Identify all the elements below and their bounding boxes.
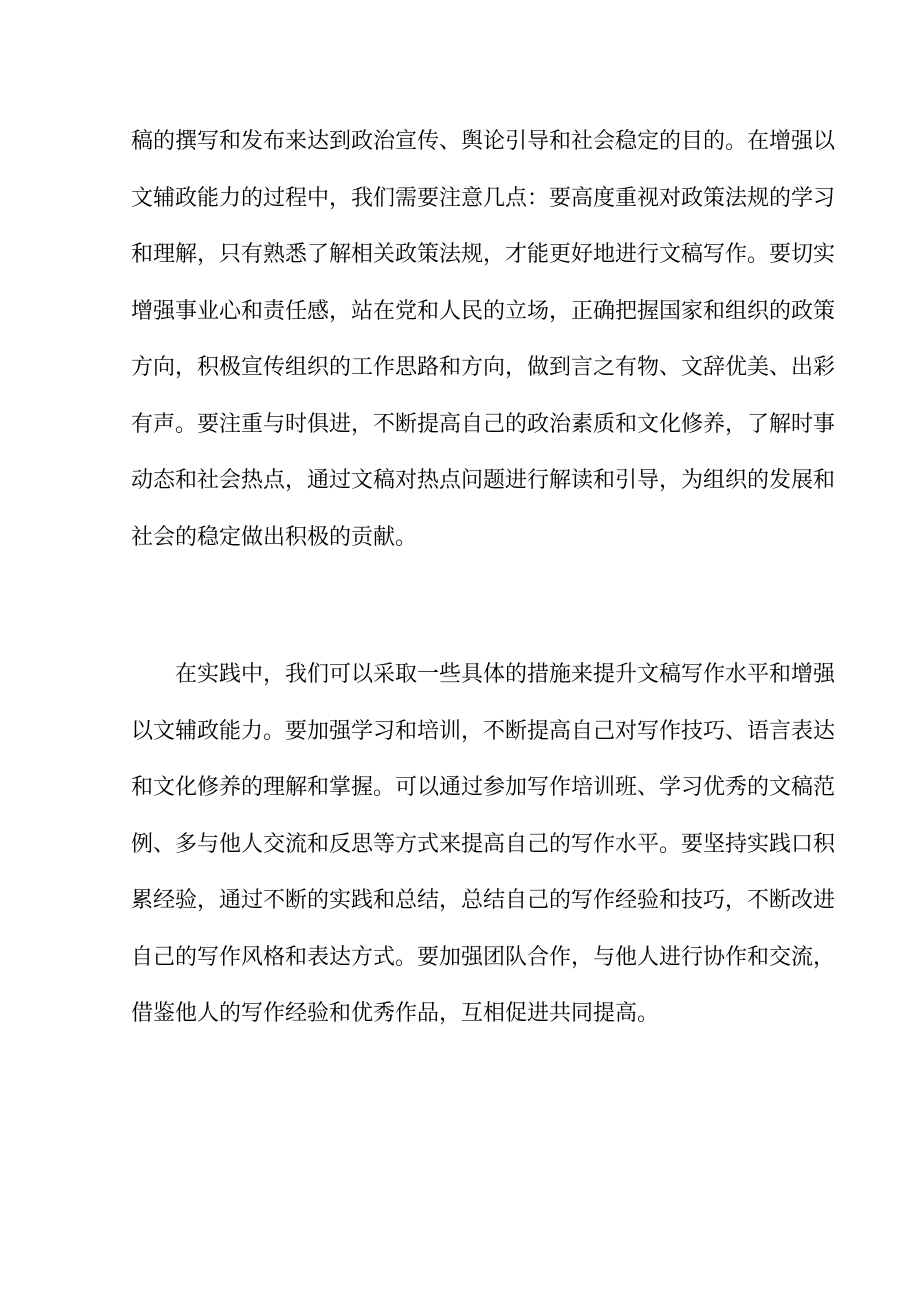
- paragraph-line: 增强事业心和责任感，站在党和人民的立场，正确把握国家和组织的政策: [131, 298, 836, 324]
- paragraph-line: 动态和社会热点，通过文稿对热点问题进行解读和引导，为组织的发展和: [131, 468, 836, 493]
- paragraph-line: 文辅政能力的过程中，我们需要注意几点：要高度重视对政策法规的学习: [131, 185, 836, 211]
- paragraph-1: [131, 114, 836, 566]
- paragraph-line: 和文化修养的理解和掌握。可以通过参加写作培训班、学习优秀的文稿范: [131, 775, 836, 800]
- paragraph-line: 例、多与他人交流和反思等方式来提高自己的写作水平。要坚持实践口积: [131, 831, 836, 857]
- paragraph-line: 在实践中，我们可以采取一些具体的措施来提升文稿写作水平和增强: [175, 662, 836, 687]
- paragraph-line: 自己的写作风格和表达方式。要加强团队合作，与他人进行协作和交流，: [131, 944, 836, 970]
- paragraph-line: 社会的稳定做出积极的贡献。: [131, 524, 418, 550]
- paragraph-line: 和理解，只有熟悉了解相关政策法规，才能更好地进行文稿写作。要切实: [131, 242, 836, 267]
- paragraph-line: 有声。要注重与时俱进，不断提高自己的政治素质和文化修养，了解时事: [131, 411, 836, 437]
- paragraph-line: 借鉴他人的写作经验和优秀作品，互相促进共同提高。: [131, 1001, 660, 1026]
- paragraph-line: 累经验，通过不断的实践和总结，总结自己的写作经验和技巧，不断改进: [131, 888, 836, 913]
- paragraph-2: [131, 647, 836, 1043]
- paragraph-line: 以文辅政能力。要加强学习和培训，不断提高自己对写作技巧、语言表达: [131, 718, 836, 744]
- paragraph-line: 方向，积极宣传组织的工作思路和方向，做到言之有物、文辞优美、出彩: [131, 355, 836, 380]
- paragraph-line: 稿的撰写和发布来达到政治宣传、舆论引导和社会稳定的目的。在增强以: [131, 129, 836, 154]
